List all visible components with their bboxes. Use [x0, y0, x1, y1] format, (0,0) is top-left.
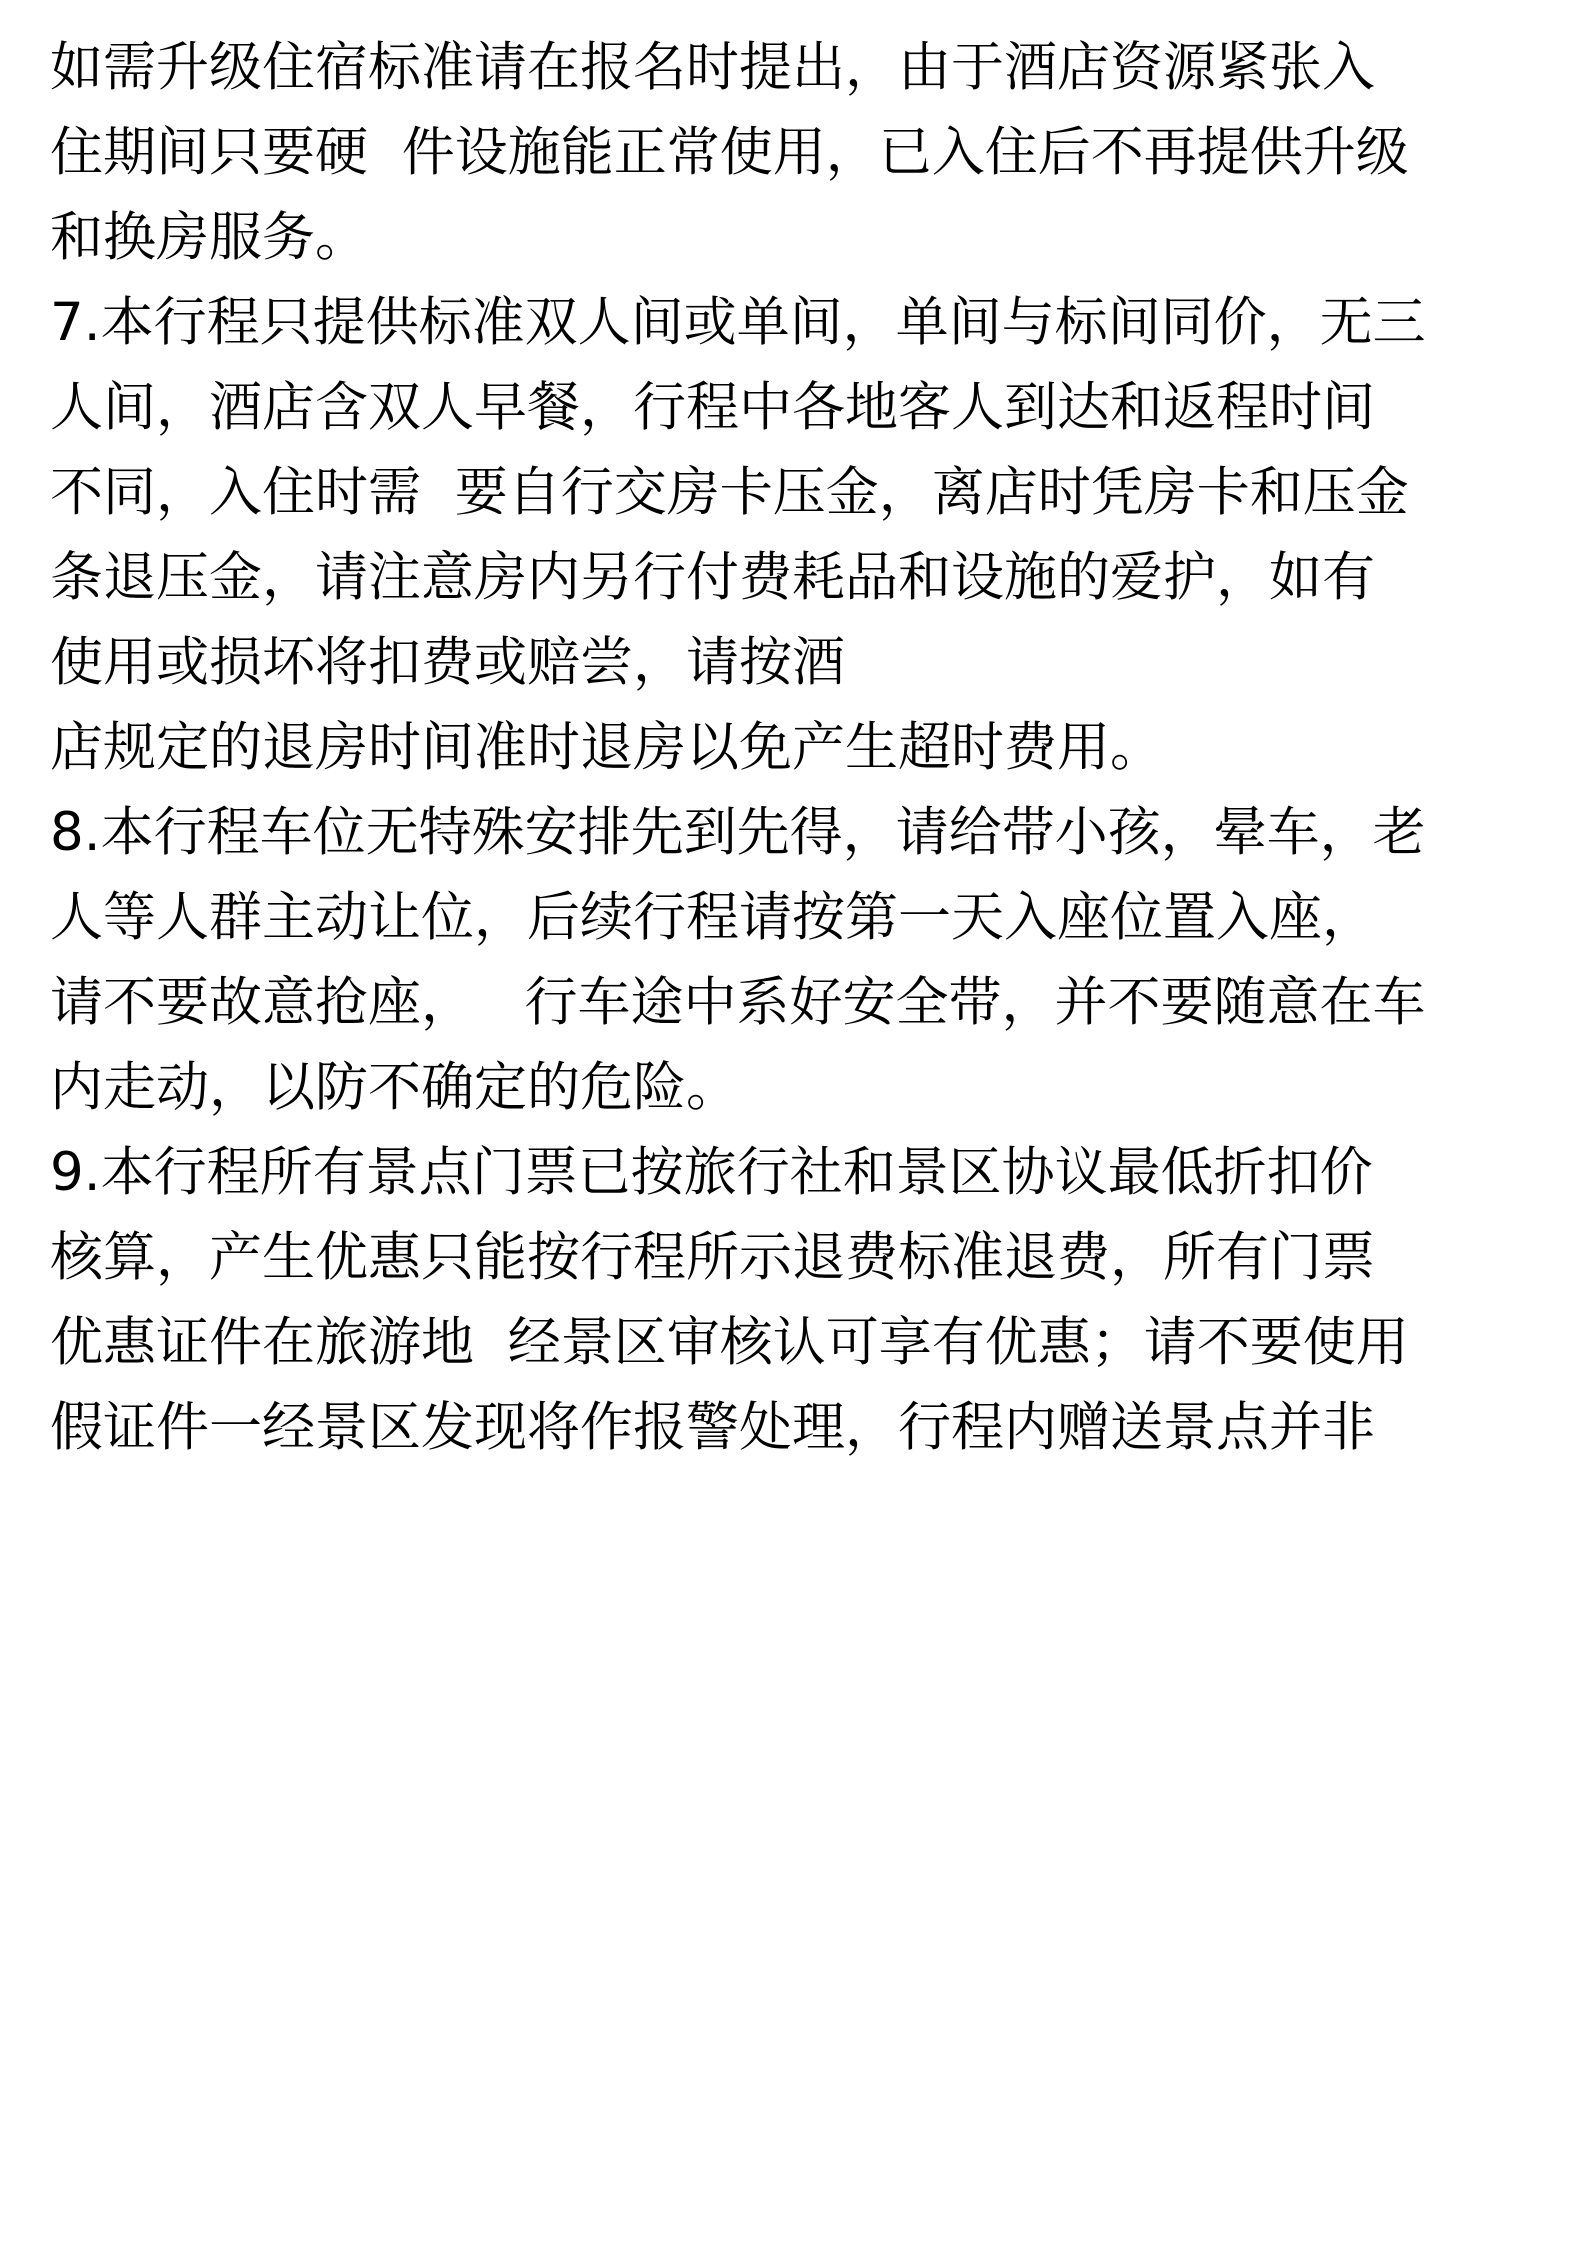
text-line: 人间，酒店含双人早餐，行程中各地客人到达和返程时间 [50, 377, 1375, 438]
text-line: 住期间只要硬 件设施能正常使用，已入住后不再提供升级 [50, 122, 1409, 183]
text-line: 7.本行程只提供标准双人间或单间，单间与标间同价，无三 [50, 292, 1426, 353]
text-line: 和换房服务。 [50, 207, 368, 268]
text-line: 内走动，以防不确定的危险。 [50, 1057, 739, 1118]
text-line: 优惠证件在旅游地 经景区审核认可享有优惠；请不要使用 [50, 1312, 1409, 1373]
text-line: 核算，产生优惠只能按行程所示退费标准退费，所有门票 [50, 1227, 1375, 1288]
text-line: 不同，入住时需 要自行交房卡压金，离店时凭房卡和压金 [50, 462, 1409, 523]
text-line: 8.本行程车位无特殊安排先到先得，请给带小孩，晕车，老 [50, 802, 1426, 863]
text-line: 请不要故意抢座， 行车途中系好安全带，并不要随意在车 [50, 972, 1426, 1033]
text-line: 人等人群主动让位，后续行程请按第一天入座位置入座， [50, 887, 1375, 948]
text-line: 条退压金，请注意房内另行付费耗品和设施的爱护，如有 [50, 547, 1375, 608]
text-line: 假证件一经景区发现将作报警处理，行程内赠送景点并非 [50, 1397, 1375, 1458]
text-line: 9.本行程所有景点门票已按旅行社和景区协议最低折扣价 [50, 1142, 1373, 1203]
text-line: 店规定的退房时间准时退房以免产生超时费用。 [50, 717, 1163, 778]
text-line: 如需升级住宿标准请在报名时提出，由于酒店资源紧张入 [50, 37, 1375, 98]
text-line: 使用或损坏将扣费或赔尝，请按酒 [50, 632, 845, 693]
